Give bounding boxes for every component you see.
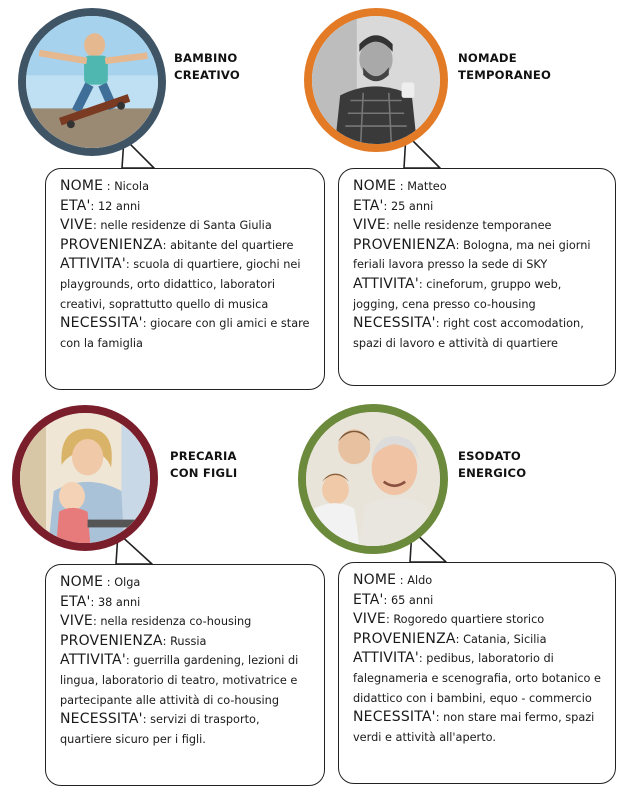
field-value: giocare con gli amici e stare con la famiglia (60, 317, 310, 350)
field-key: PROVENIENZA (60, 632, 163, 649)
field-value: abitante del quartiere (170, 238, 294, 252)
field-key: VIVE (60, 217, 93, 234)
field-key: VIVE (353, 217, 386, 234)
field-value: Olga (114, 576, 141, 589)
field-key: ATTIVITA' (60, 256, 126, 273)
field-value: guerrilla gardening, lezioni di lingua, laboratorio di teatro, motivatrice e partecipante alle attività di co-housing (60, 654, 299, 707)
persona-label: PRECARIA CON FIGLI (170, 449, 238, 480)
persona-label: BAMBINO CREATIVO (174, 51, 240, 82)
field-value: pedibus, laboratorio di falegnameria e scenografia, orto botanico e didattico con i bambini, equo - commercio (353, 652, 601, 705)
field-value: 38 anni (97, 595, 141, 609)
field-value: Catania, Sicilia (463, 632, 547, 646)
field-value: right cost accomodation, spazi di lavoro e attività di quartiere (353, 317, 584, 350)
field-value: 65 anni (390, 593, 434, 607)
field-value: cineforum, gruppo web, jogging, cena presso co-housing (353, 277, 562, 311)
field-key: PROVENIENZA (353, 236, 456, 253)
field-key: ATTIVITA' (60, 652, 126, 669)
field-value: scuola di quartiere, giochi nei playgrounds, orto didattico, laboratori creativi, soprattutto quello di musica (60, 258, 301, 311)
field-key: NOME (353, 572, 397, 588)
grandfather-family-photo-icon (306, 412, 440, 546)
field-value: non stare mai fermo, spazi verdi e attività all'aperto. (353, 711, 595, 744)
field-key: ETA' (353, 591, 384, 608)
field-value: 12 anni (97, 199, 141, 213)
persona-label: ESODATO ENERGICO (458, 449, 527, 480)
field-value: Rogoredo quartiere storico (393, 613, 545, 627)
field-value: servizi di trasporto, quartiere sicuro per i figli. (60, 713, 260, 746)
field-value: Aldo (407, 574, 433, 587)
field-key: NOME (60, 178, 104, 194)
info-box: NOME : Aldo ETA': 65 anni VIVE: Rogoredo quartiere storico PROVENIENZA: Catania, Sicilia ATTIVITA': pedibus, laboratorio di falegnameria e scenografia, orto botanico e didattico con i bambini, equo - commercio NECESSITA': non stare mai fermo, spazi verdi e attività all'aperto. (338, 562, 616, 784)
field-key: ATTIVITA' (353, 650, 419, 667)
field-key: NECESSITA' (60, 315, 143, 332)
field-key: ETA' (60, 197, 91, 214)
persona-label: NOMADE TEMPORANEO (458, 51, 552, 82)
field-key: NOME (353, 178, 397, 194)
info-box: NOME : Matteo ETA': 25 anni VIVE: nelle residenze temporanee PROVENIENZA: Bologna, ma nei giorni feriali lavora presso la sede di SKY ATTIVITA': cineforum, gruppo web, jogging, cena presso co-housing NECESSITA': right cost accomodation, spazi di lavoro e attività di quartiere (338, 168, 616, 386)
field-key: NECESSITA' (60, 711, 143, 728)
field-key: NECESSITA' (353, 709, 436, 726)
field-key: PROVENIENZA (353, 630, 456, 647)
field-key: VIVE (60, 613, 93, 630)
field-value: 25 anni (390, 199, 434, 213)
field-key: VIVE (353, 611, 386, 628)
avatar (298, 404, 448, 554)
field-key: ETA' (353, 197, 384, 214)
field-value: nelle residenze di Santa Giulia (100, 219, 272, 233)
info-box: NOME : Nicola ETA': 12 anni VIVE: nelle residenze di Santa Giulia PROVENIENZA: abitante del quartiere ATTIVITA': scuola di quartiere, giochi nei playgrounds, orto didattico, laboratori creativi, soprattutto quello di musica NECESSITA': giocare con gli amici e stare con la famiglia (45, 168, 325, 390)
field-value: Russia (170, 634, 207, 648)
field-value: nelle residenze temporanee (393, 219, 552, 233)
field-value: nella residenza co-housing (100, 615, 252, 629)
field-value: Nicola (114, 180, 149, 193)
field-key: NOME (60, 574, 104, 590)
field-key: PROVENIENZA (60, 236, 163, 253)
field-value: Matteo (407, 180, 447, 193)
field-key: ETA' (60, 593, 91, 610)
info-box: NOME : Olga ETA': 38 anni VIVE: nella residenza co-housing PROVENIENZA: Russia ATTIVITA': guerrilla gardening, lezioni di lingua, laboratorio di teatro, motivatrice e partecipante alle attività di co-housing NECESSITA': servizi di trasporto, quartiere sicuro per i figli. (45, 564, 325, 786)
field-value: Bologna, ma nei giorni feriali lavora presso la sede di SKY (353, 238, 591, 272)
field-key: NECESSITA' (353, 315, 436, 332)
field-key: ATTIVITA' (353, 275, 419, 292)
